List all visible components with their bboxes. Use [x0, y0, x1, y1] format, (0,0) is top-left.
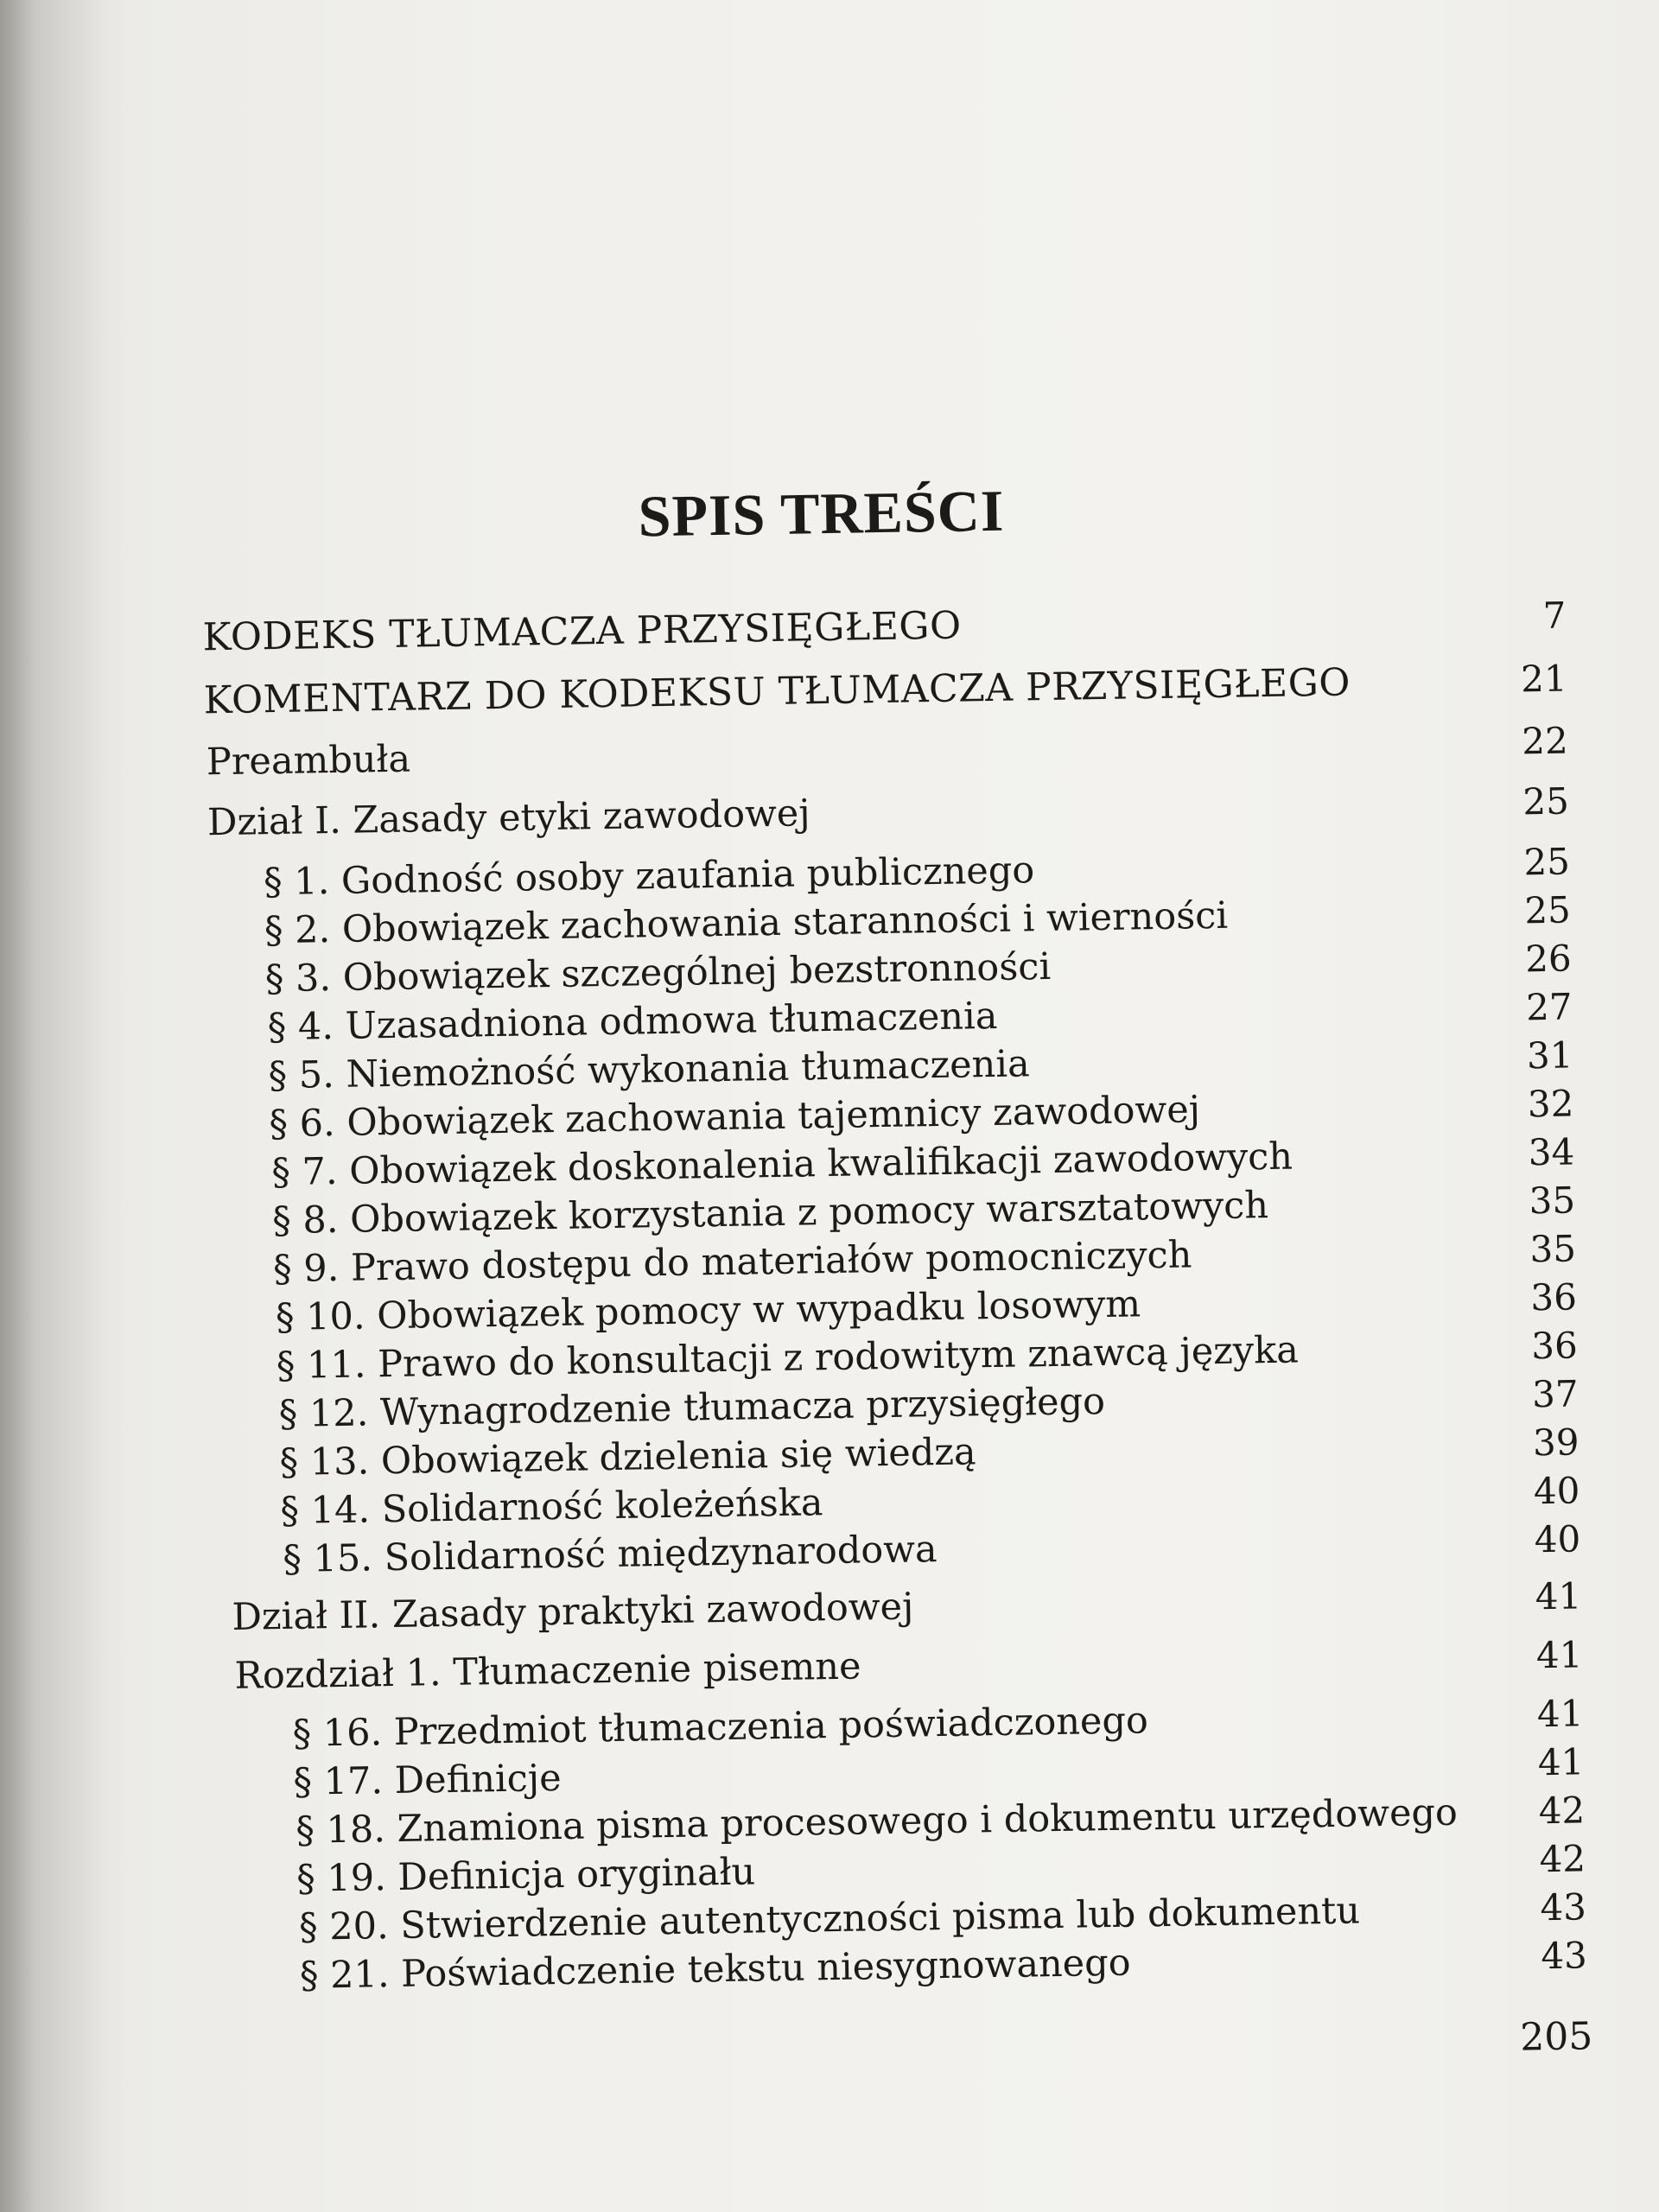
page-title: SPIS TREŚCI [638, 477, 1005, 550]
page-number: 205 [1519, 2014, 1593, 2060]
toc-entry-kodeks [0, 594, 1652, 660]
toc-entry-page: 25 [1523, 840, 1571, 884]
toc-entry-page: 41 [1536, 1692, 1584, 1736]
toc-entry-label: Dział I. Zasady etyki zawodowej [207, 791, 810, 845]
toc-entry-page: 36 [1530, 1275, 1578, 1319]
toc-entry-page: 35 [1529, 1227, 1577, 1271]
toc-entry-label: § 1. Godność osoby zaufania publicznego [263, 849, 1035, 905]
toc-entry-page: 39 [1532, 1421, 1580, 1465]
toc-entry-preambula [0, 719, 1654, 785]
toc-entry-label: § 3. Obowiązek szczególnej bezstronności [264, 944, 1052, 1001]
toc-entry-page: 40 [1534, 1517, 1581, 1561]
toc-entry-label: § 14. Solidarność koleżeńska [280, 1481, 823, 1534]
toc-entry-label: Dział II. Zasady praktyki zawodowej [232, 1585, 914, 1639]
toc-entry-label: § 4. Uzasadniona odmowa tłumaczenia [267, 994, 998, 1050]
toc-entry-paragraph-15 [8, 1517, 1659, 1582]
toc-entry-dzial-2 [9, 1574, 1659, 1639]
toc-entry-paragraph-18 [12, 1789, 1659, 1853]
toc-entry-label: § 10. Obowiązek pomocy w wypadku losowym [275, 1282, 1141, 1340]
toc-entry-page: 36 [1530, 1324, 1579, 1368]
toc-entry-label: § 15. Solidarność międzynarodowa [283, 1528, 938, 1582]
toc-entry-dzial-1 [0, 779, 1655, 845]
toc-entry-paragraph-16 [10, 1692, 1659, 1756]
toc-entry-label: § 6. Obowiązek zachowania tajemnicy zawodowej [269, 1088, 1201, 1147]
toc-entry-page: 40 [1533, 1469, 1580, 1513]
toc-entry-page: 34 [1528, 1130, 1575, 1174]
toc-entry-page: 25 [1522, 779, 1570, 823]
toc-entry-page: 27 [1525, 985, 1573, 1029]
toc-entry-label: § 11. Prawo do konsultacji z rodowitym znawcą języka [276, 1328, 1300, 1389]
toc-entry-page: 22 [1521, 719, 1569, 763]
toc-entry-page: 42 [1539, 1837, 1586, 1881]
toc-entry-label: § 5. Niemożność wykonania tłumaczenia [268, 1042, 1031, 1098]
toc-entry-label: § 19. Definicja oryginału [296, 1850, 756, 1901]
toc-entry-page: 31 [1526, 1033, 1573, 1077]
toc-entry-label: § 13. Obowiązek dzielenia się wiedzą [279, 1430, 976, 1485]
toc-entry-komentarz [0, 657, 1653, 723]
toc-entry-page: 37 [1531, 1372, 1579, 1416]
toc-entry-label: § 8. Obowiązek korzystania z pomocy warsztatowych [271, 1184, 1269, 1243]
toc-entry-page: 21 [1520, 657, 1567, 701]
toc-entry-label: KOMENTARZ DO KODEKSU TŁUMACZA PRZYSIĘGŁEGO [203, 660, 1351, 723]
toc-entry-label: § 21. Poświadczenie tekstu niesygnowanego [299, 1941, 1131, 1998]
toc-entry-page: 7 [1542, 594, 1567, 637]
toc-entry-label: § 9. Prawo dostępu do materiałów pomocniczych [272, 1233, 1192, 1292]
toc-entry-paragraph-1 [0, 840, 1656, 905]
toc-entry-page: 41 [1535, 1633, 1583, 1677]
toc-entry-label: Rozdział 1. Tłumaczenie pisemne [234, 1644, 861, 1698]
toc-entry-page: 35 [1529, 1179, 1576, 1223]
toc-entry-label: § 7. Obowiązek doskonalenia kwalifikacji zawodowych [270, 1135, 1294, 1195]
toc-entry-page: 43 [1540, 1885, 1587, 1929]
toc-entry-label: § 16. Przedmiot tłumaczenia poświadczonego [292, 1699, 1149, 1756]
toc-entry-rozdzial-1 [10, 1633, 1659, 1698]
toc-entry-label: § 17. Definicje [293, 1756, 562, 1804]
toc-entry-page: 41 [1537, 1740, 1585, 1784]
toc-entry-page: 26 [1524, 937, 1573, 981]
toc-entry-label: § 12. Wynagrodzenie tłumacza przysięgłego [278, 1380, 1106, 1437]
toc-entry-page: 25 [1523, 888, 1572, 932]
toc-entry-page: 42 [1538, 1789, 1586, 1833]
toc-entry-page: 32 [1527, 1082, 1574, 1126]
toc-entry-label: Preambuła [206, 737, 411, 785]
toc-entry-label: § 2. Obowiązek zachowania staranności i wierności [264, 893, 1229, 953]
toc-entry-page: 43 [1540, 1934, 1588, 1978]
toc-entry-label: KODEKS TŁUMACZA PRZYSIĘGŁEGO [202, 603, 962, 660]
toc-entry-page: 41 [1535, 1574, 1582, 1618]
toc-entry-label: § 20. Stwierdzenie autentyczności pisma lub dokumentu [298, 1889, 1361, 1949]
toc-entry-label: § 18. Znamiona pisma procesowego i dokumentu urzędowego [295, 1790, 1459, 1853]
toc-entry-paragraph-20 [14, 1885, 1659, 1949]
